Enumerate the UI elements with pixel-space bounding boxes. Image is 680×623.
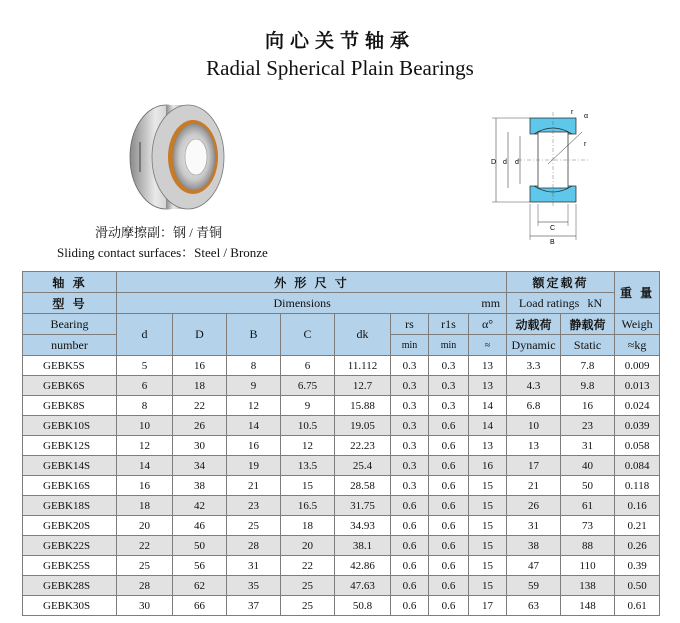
drawing-label-r1: r [584, 141, 587, 148]
table-cell: 9 [227, 376, 281, 396]
table-cell: 138 [561, 576, 615, 596]
table-cell: 0.6 [429, 576, 469, 596]
table-row [23, 356, 660, 376]
table-cell: 18 [117, 496, 173, 516]
header-weight-unit: ≈kg [615, 335, 660, 356]
table-cell: 8 [117, 396, 173, 416]
table-cell: 0.6 [391, 576, 429, 596]
table-cell: 31 [507, 516, 561, 536]
table-cell: 20 [117, 516, 173, 536]
bearing-number-cell: GEBK16S [23, 476, 117, 496]
table-cell: 6.8 [507, 396, 561, 416]
header-col-r1s-min: min [429, 335, 469, 356]
bearing-spec-table [22, 271, 660, 616]
table-cell: 9.8 [561, 376, 615, 396]
header-col-static-cn: 静载荷 [561, 314, 615, 335]
table-cell: 22 [281, 556, 335, 576]
table-cell: 0.3 [391, 436, 429, 456]
table-cell: 0.61 [615, 596, 660, 616]
table-cell: 14 [469, 416, 507, 436]
table-row [23, 576, 660, 596]
table-cell: 0.039 [615, 416, 660, 436]
sliding-surface-caption-en: Sliding contact surfaces：Steel / Bronze [57, 245, 268, 260]
table-cell: 21 [507, 476, 561, 496]
table-cell: 7.8 [561, 356, 615, 376]
table-cell: 5 [117, 356, 173, 376]
table-cell: 16 [561, 396, 615, 416]
table-cell: 28 [117, 576, 173, 596]
header-col-C: C [281, 314, 335, 356]
table-cell: 0.3 [391, 456, 429, 476]
table-cell: 23 [561, 416, 615, 436]
bearing-number-cell: GEBK30S [23, 596, 117, 616]
table-cell: 38 [173, 476, 227, 496]
table-cell: 12 [117, 436, 173, 456]
header-col-alpha-approx: ≈ [469, 335, 507, 356]
table-cell: 26 [173, 416, 227, 436]
table-row [23, 376, 660, 396]
header-col-rs: rs [391, 314, 429, 335]
drawing-label-dk: d [503, 159, 507, 166]
table-cell: 0.3 [429, 396, 469, 416]
table-cell: 37 [227, 596, 281, 616]
table-row [23, 456, 660, 476]
table-cell: 19.05 [335, 416, 391, 436]
bearing-cross-section-drawing [478, 104, 618, 244]
table-row [23, 516, 660, 536]
table-cell: 0.6 [391, 596, 429, 616]
table-cell: 25 [227, 516, 281, 536]
table-cell: 34 [173, 456, 227, 476]
drawing-label-D: D [491, 159, 497, 166]
table-cell: 8 [227, 356, 281, 376]
table-cell: 15 [469, 536, 507, 556]
table-cell: 61 [561, 496, 615, 516]
header-load-en: Load ratings kN [507, 293, 615, 314]
table-cell: 14 [227, 416, 281, 436]
table-cell: 14 [117, 456, 173, 476]
table-cell: 31.75 [335, 496, 391, 516]
table-cell: 40 [561, 456, 615, 476]
table-cell: 22 [173, 396, 227, 416]
table-cell: 10 [507, 416, 561, 436]
table-row [23, 396, 660, 416]
table-row [23, 556, 660, 576]
table-cell: 12.7 [335, 376, 391, 396]
table-cell: 16 [469, 456, 507, 476]
header-col-dk: dk [335, 314, 391, 356]
table-cell: 25 [117, 556, 173, 576]
table-cell: 15 [469, 556, 507, 576]
table-row [23, 536, 660, 556]
table-cell: 0.6 [429, 516, 469, 536]
table-cell: 21 [227, 476, 281, 496]
table-cell: 0.013 [615, 376, 660, 396]
table-cell: 22 [117, 536, 173, 556]
table-cell: 0.6 [429, 496, 469, 516]
bearing-number-cell: GEBK6S [23, 376, 117, 396]
bearing-number-cell: GEBK5S [23, 356, 117, 376]
page-title-en: Radial Spherical Plain Bearings [206, 56, 474, 80]
table-cell: 15 [281, 476, 335, 496]
table-cell: 6 [281, 356, 335, 376]
table-cell: 0.3 [391, 356, 429, 376]
table-cell: 25 [281, 576, 335, 596]
table-cell: 0.6 [391, 496, 429, 516]
table-cell: 0.084 [615, 456, 660, 476]
table-cell: 0.39 [615, 556, 660, 576]
table-cell: 19 [227, 456, 281, 476]
table-cell: 16 [173, 356, 227, 376]
table-cell: 148 [561, 596, 615, 616]
table-cell: 0.6 [391, 516, 429, 536]
table-cell: 0.16 [615, 496, 660, 516]
table-cell: 31 [227, 556, 281, 576]
bearing-number-cell: GEBK18S [23, 496, 117, 516]
page-title-cn: 向心关节轴承 [264, 30, 415, 52]
table-cell: 0.3 [391, 416, 429, 436]
table-cell: 73 [561, 516, 615, 536]
table-cell: 4.3 [507, 376, 561, 396]
table-cell: 0.024 [615, 396, 660, 416]
drawing-label-d: d [515, 159, 519, 166]
header-weight-cn: 重 量 [615, 272, 660, 314]
table-cell: 28.58 [335, 476, 391, 496]
table-cell: 38 [507, 536, 561, 556]
bearing-number-cell: GEBK8S [23, 396, 117, 416]
header-col-r1s: r1s [429, 314, 469, 335]
table-cell: 0.3 [429, 376, 469, 396]
header-bearing-cn: 轴 承 [23, 272, 117, 293]
header-bearing-cn2: 型 号 [23, 293, 117, 314]
drawing-label-alpha: α [584, 113, 589, 120]
table-cell: 0.058 [615, 436, 660, 456]
table-cell: 0.6 [429, 556, 469, 576]
table-cell: 13 [469, 376, 507, 396]
table-cell: 15 [469, 516, 507, 536]
table-cell: 88 [561, 536, 615, 556]
table-row [23, 416, 660, 436]
table-row [23, 496, 660, 516]
table-cell: 31 [561, 436, 615, 456]
bearing-number-cell: GEBK28S [23, 576, 117, 596]
header-col-D: D [173, 314, 227, 356]
table-cell: 42.86 [335, 556, 391, 576]
table-cell: 30 [117, 596, 173, 616]
header-bearing-en2: number [23, 335, 117, 356]
table-cell: 47 [507, 556, 561, 576]
sliding-surface-caption-cn: 滑动摩擦副：钢 / 青铜 [95, 225, 223, 240]
bearing-number-cell: GEBK14S [23, 456, 117, 476]
table-cell: 0.009 [615, 356, 660, 376]
table-cell: 0.3 [391, 476, 429, 496]
bearing-number-cell: GEBK25S [23, 556, 117, 576]
header-dimensions-cn: 外 形 尺 寸 [117, 272, 507, 293]
table-cell: 50 [173, 536, 227, 556]
table-cell: 0.50 [615, 576, 660, 596]
table-cell: 10 [117, 416, 173, 436]
table-cell: 15 [469, 476, 507, 496]
table-cell: 25.4 [335, 456, 391, 476]
header-bearing-en: Bearing [23, 314, 117, 335]
table-row [23, 436, 660, 456]
table-cell: 34.93 [335, 516, 391, 536]
table-cell: 35 [227, 576, 281, 596]
bearing-number-cell: GEBK20S [23, 516, 117, 536]
table-cell: 0.6 [429, 596, 469, 616]
header-col-d: d [117, 314, 173, 356]
table-cell: 15 [469, 496, 507, 516]
header-dimensions-en: Dimensions mm [117, 293, 507, 314]
header-weight-en: Weigh [615, 314, 660, 335]
table-cell: 16 [227, 436, 281, 456]
header-col-B: B [227, 314, 281, 356]
table-cell: 62 [173, 576, 227, 596]
table-cell: 0.6 [429, 456, 469, 476]
table-cell: 66 [173, 596, 227, 616]
table-cell: 0.26 [615, 536, 660, 556]
table-cell: 42 [173, 496, 227, 516]
table-row [23, 476, 660, 496]
table-cell: 9 [281, 396, 335, 416]
table-cell: 28 [227, 536, 281, 556]
table-cell: 0.6 [391, 536, 429, 556]
table-cell: 14 [469, 396, 507, 416]
bearing-number-cell: GEBK22S [23, 536, 117, 556]
table-cell: 50 [561, 476, 615, 496]
drawing-label-B: B [550, 239, 555, 244]
table-cell: 10.5 [281, 416, 335, 436]
table-cell: 0.6 [429, 416, 469, 436]
drawing-label-C: C [550, 225, 556, 232]
table-cell: 47.63 [335, 576, 391, 596]
table-cell: 0.3 [391, 376, 429, 396]
table-cell: 15 [469, 576, 507, 596]
bearing-photo [118, 92, 238, 222]
table-cell: 25 [281, 596, 335, 616]
header-col-alpha: α° [469, 314, 507, 335]
header-col-dynamic-en: Dynamic [507, 335, 561, 356]
table-cell: 13 [469, 356, 507, 376]
table-cell: 0.6 [429, 476, 469, 496]
table-cell: 13.5 [281, 456, 335, 476]
table-cell: 20 [281, 536, 335, 556]
table-cell: 0.3 [429, 356, 469, 376]
header-col-rs-min: min [391, 335, 429, 356]
table-cell: 11.112 [335, 356, 391, 376]
table-cell: 16 [117, 476, 173, 496]
table-cell: 3.3 [507, 356, 561, 376]
table-cell: 13 [469, 436, 507, 456]
table-cell: 18 [173, 376, 227, 396]
header-col-static-en: Static [561, 335, 615, 356]
table-cell: 0.6 [391, 556, 429, 576]
header-col-dynamic-cn: 动载荷 [507, 314, 561, 335]
table-cell: 22.23 [335, 436, 391, 456]
table-cell: 18 [281, 516, 335, 536]
table-cell: 30 [173, 436, 227, 456]
table-cell: 0.3 [391, 396, 429, 416]
table-cell: 6.75 [281, 376, 335, 396]
table-cell: 0.6 [429, 536, 469, 556]
table-cell: 6 [117, 376, 173, 396]
header-load-cn: 额定载荷 [507, 272, 615, 293]
bearing-number-cell: GEBK12S [23, 436, 117, 456]
table-cell: 0.118 [615, 476, 660, 496]
table-cell: 26 [507, 496, 561, 516]
table-cell: 16.5 [281, 496, 335, 516]
bearing-number-cell: GEBK10S [23, 416, 117, 436]
table-cell: 56 [173, 556, 227, 576]
table-cell: 110 [561, 556, 615, 576]
table-cell: 17 [507, 456, 561, 476]
table-cell: 13 [507, 436, 561, 456]
table-cell: 12 [227, 396, 281, 416]
table-cell: 0.6 [429, 436, 469, 456]
drawing-label-r: r [571, 109, 574, 116]
table-cell: 23 [227, 496, 281, 516]
table-row [23, 596, 660, 616]
table-cell: 46 [173, 516, 227, 536]
table-cell: 12 [281, 436, 335, 456]
table-cell: 59 [507, 576, 561, 596]
table-cell: 17 [469, 596, 507, 616]
table-cell: 38.1 [335, 536, 391, 556]
table-cell: 0.21 [615, 516, 660, 536]
table-cell: 63 [507, 596, 561, 616]
table-cell: 50.8 [335, 596, 391, 616]
table-cell: 15.88 [335, 396, 391, 416]
